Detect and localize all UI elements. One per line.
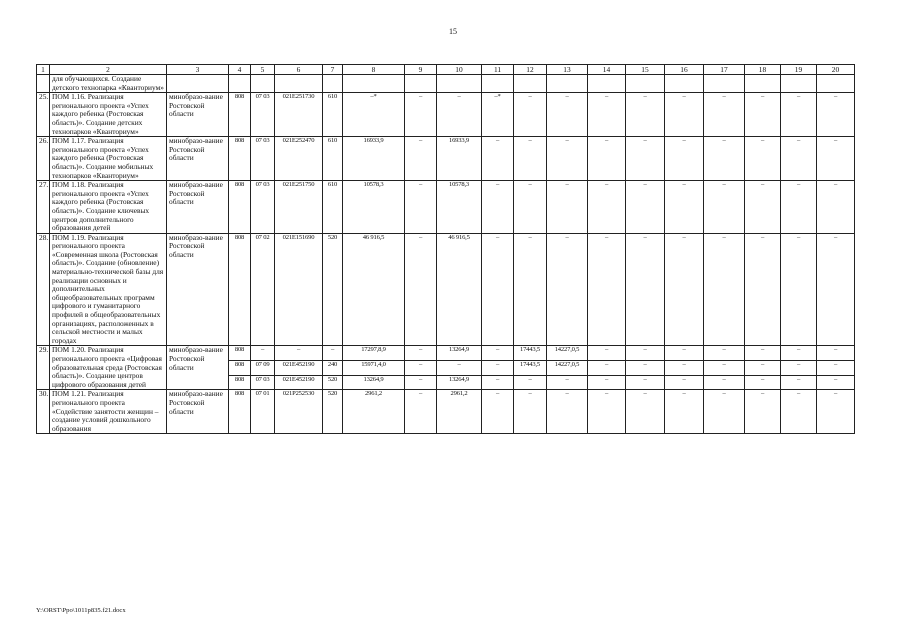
value-cell: – (704, 390, 745, 434)
measure-name-cell: ПОМ 1.18. Реализация регионального проекта «Успех каждого ребенка (Ростовская область)». Создание ключевых центров дополнительного образования детей (50, 181, 167, 234)
value-cell: – (704, 375, 745, 390)
value-cell: – (482, 346, 514, 361)
value-cell: 07 03 (251, 137, 275, 181)
executor-cell: минобразо-вание Ростовской области (167, 93, 229, 137)
value-cell: – (405, 233, 437, 346)
value-cell: 610 (323, 93, 343, 137)
value-cell: – (704, 93, 745, 137)
value-cell: 17443,5 (514, 361, 547, 376)
value-cell: – (588, 346, 626, 361)
value-cell: – (781, 375, 817, 390)
column-number: 12 (514, 65, 547, 75)
row-number-cell: 26. (37, 137, 50, 181)
value-cell: 808 (229, 361, 251, 376)
measure-name-cell: ПОМ 1.20. Реализация регионального проекта «Цифровая образовательная среда (Ростовская область)». Создание центров цифрового образования детей (50, 346, 167, 390)
value-cell: 13264,9 (437, 375, 482, 390)
column-number: 4 (229, 65, 251, 75)
value-cell: – (588, 93, 626, 137)
value-cell: – (547, 390, 588, 434)
value-cell (817, 75, 855, 93)
value-cell: 14227,0,5 (547, 361, 588, 376)
value-cell: 808 (229, 346, 251, 361)
value-cell: – (275, 346, 323, 361)
column-number: 6 (275, 65, 323, 75)
value-cell: – (405, 93, 437, 137)
value-cell: – (626, 375, 665, 390)
value-cell: – (665, 361, 704, 376)
value-cell: – (745, 375, 781, 390)
column-number: 7 (323, 65, 343, 75)
value-cell: 2961,2 (437, 390, 482, 434)
value-cell: – (405, 181, 437, 234)
value-cell (626, 75, 665, 93)
value-cell: 14227,0,5 (547, 346, 588, 361)
value-cell: – (781, 93, 817, 137)
value-cell: – (626, 137, 665, 181)
row-number-cell: 25. (37, 93, 50, 137)
value-cell: –* (343, 93, 405, 137)
value-cell: 46 916,5 (437, 233, 482, 346)
value-cell: – (588, 390, 626, 434)
value-cell (229, 75, 251, 93)
page-number: 15 (449, 27, 457, 36)
value-cell: – (405, 375, 437, 390)
value-cell: – (745, 390, 781, 434)
value-cell: – (781, 137, 817, 181)
value-cell: – (482, 361, 514, 376)
value-cell: – (665, 390, 704, 434)
value-cell: 46 916,5 (343, 233, 405, 346)
value-cell: – (817, 375, 855, 390)
row-number-cell: 29. (37, 346, 50, 390)
value-cell: – (817, 346, 855, 361)
value-cell: 07 03 (251, 375, 275, 390)
value-cell: – (704, 137, 745, 181)
value-cell: – (547, 93, 588, 137)
value-cell (514, 75, 547, 93)
value-cell: – (626, 346, 665, 361)
value-cell: 520 (323, 390, 343, 434)
table-row (37, 137, 855, 181)
value-cell: – (588, 137, 626, 181)
value-cell: 16933,9 (343, 137, 405, 181)
value-cell (251, 75, 275, 93)
value-cell (588, 75, 626, 93)
value-cell: – (482, 137, 514, 181)
value-cell: – (626, 93, 665, 137)
value-cell: 808 (229, 375, 251, 390)
value-cell: 021E251730 (275, 93, 323, 137)
value-cell: 07 01 (251, 390, 275, 434)
column-number: 16 (665, 65, 704, 75)
value-cell: – (781, 181, 817, 234)
value-cell: –* (482, 93, 514, 137)
column-number: 14 (588, 65, 626, 75)
executor-cell: минобразо-вание Ростовской области (167, 346, 229, 390)
value-cell: 610 (323, 137, 343, 181)
value-cell: – (514, 137, 547, 181)
row-number-cell: 28. (37, 233, 50, 346)
value-cell: 2961,2 (343, 390, 405, 434)
column-number: 20 (817, 65, 855, 75)
value-cell: – (514, 390, 547, 434)
value-cell: – (482, 375, 514, 390)
value-cell: 13264,9 (437, 346, 482, 361)
executor-cell: минобразо-вание Ростовской области (167, 233, 229, 346)
column-number: 13 (547, 65, 588, 75)
value-cell (781, 75, 817, 93)
column-number: 19 (781, 65, 817, 75)
value-cell: – (251, 346, 275, 361)
value-cell: – (405, 346, 437, 361)
measure-name-cell: ПОМ 1.16. Реализация регионального проекта «Успех каждого ребенка (Ростовская область)». Создание детских технопарков «Кванториум» (50, 93, 167, 137)
value-cell: – (781, 361, 817, 376)
value-cell (665, 75, 704, 93)
table-row (37, 233, 855, 346)
value-cell: – (745, 361, 781, 376)
value-cell: – (547, 233, 588, 346)
value-cell: – (437, 93, 482, 137)
value-cell: – (547, 375, 588, 390)
value-cell: – (626, 181, 665, 234)
value-cell: – (817, 137, 855, 181)
value-cell: – (665, 137, 704, 181)
value-cell: – (482, 181, 514, 234)
column-number: 11 (482, 65, 514, 75)
file-path-footer: Y:\ORST\Ppo\1011p835.f21.docx (36, 607, 126, 614)
value-cell: 808 (229, 233, 251, 346)
row-number-cell: 30. (37, 390, 50, 434)
value-cell: 808 (229, 181, 251, 234)
value-cell (704, 75, 745, 93)
value-cell: 610 (323, 181, 343, 234)
value-cell: – (405, 390, 437, 434)
value-cell: – (665, 181, 704, 234)
column-number: 10 (437, 65, 482, 75)
value-cell: – (781, 390, 817, 434)
value-cell: 07 02 (251, 233, 275, 346)
value-cell: – (704, 346, 745, 361)
value-cell: 021E452190 (275, 361, 323, 376)
table-row (37, 75, 855, 93)
column-number: 1 (37, 65, 50, 75)
value-cell: – (482, 233, 514, 346)
value-cell: – (514, 93, 547, 137)
value-cell: – (817, 93, 855, 137)
value-cell: – (745, 137, 781, 181)
value-cell: – (745, 181, 781, 234)
value-cell: – (405, 137, 437, 181)
measure-name-cell: для обучающихся. Создание детского технопарка «Кванториум» (50, 75, 167, 93)
budget-table (36, 64, 855, 434)
value-cell: 021P252530 (275, 390, 323, 434)
value-cell: 808 (229, 93, 251, 137)
value-cell: – (817, 181, 855, 234)
table-row (37, 93, 855, 137)
measure-name-cell: ПОМ 1.17. Реализация регионального проекта «Успех каждого ребенка (Ростовская область)». Создание мобильных технопарков «Кванториум» (50, 137, 167, 181)
column-number: 3 (167, 65, 229, 75)
executor-cell: минобразо-вание Ростовской области (167, 181, 229, 234)
column-number: 15 (626, 65, 665, 75)
value-cell: – (588, 181, 626, 234)
value-cell: – (704, 361, 745, 376)
value-cell: 021E251750 (275, 181, 323, 234)
value-cell (745, 75, 781, 93)
value-cell (437, 75, 482, 93)
value-cell: – (588, 233, 626, 346)
value-cell: – (588, 375, 626, 390)
value-cell: 15971,4,0 (343, 361, 405, 376)
measure-name-cell: ПОМ 1.21. Реализация регионального проекта «Содействие занятости женщин – создание условий дошкольного образования (50, 390, 167, 434)
value-cell: 16933,9 (437, 137, 482, 181)
value-cell: – (817, 233, 855, 346)
value-cell: 520 (323, 375, 343, 390)
value-cell: – (482, 390, 514, 434)
value-cell: – (514, 375, 547, 390)
value-cell: – (704, 233, 745, 346)
value-cell: 10578,3 (343, 181, 405, 234)
value-cell: – (514, 181, 547, 234)
executor-cell: минобразо-вание Ростовской области (167, 137, 229, 181)
value-cell: 07 09 (251, 361, 275, 376)
value-cell: – (665, 346, 704, 361)
value-cell (547, 75, 588, 93)
value-cell: – (817, 361, 855, 376)
column-number: 17 (704, 65, 745, 75)
column-number: 18 (745, 65, 781, 75)
value-cell (275, 75, 323, 93)
value-cell (323, 75, 343, 93)
value-cell: 520 (323, 233, 343, 346)
value-cell: 07 03 (251, 93, 275, 137)
value-cell: 17297,8,9 (343, 346, 405, 361)
value-cell: – (817, 390, 855, 434)
column-number: 9 (405, 65, 437, 75)
value-cell: – (665, 93, 704, 137)
value-cell: – (665, 375, 704, 390)
value-cell: 13264,9 (343, 375, 405, 390)
measure-name-cell: ПОМ 1.19. Реализация регионального проекта «Современная школа (Ростовская область)». Создание (обновление) материально-технической базы для реализации основных и дополнительных общеобразовательных программ цифрового и гуманитарного профилей в общеобразовательных организациях, расположенных в сельской местности и малых городах (50, 233, 167, 346)
value-cell: – (704, 181, 745, 234)
value-cell: – (626, 361, 665, 376)
column-number: 5 (251, 65, 275, 75)
row-number-cell: 27. (37, 181, 50, 234)
value-cell: 07 03 (251, 181, 275, 234)
value-cell: – (745, 93, 781, 137)
table-row (37, 181, 855, 234)
value-cell: – (547, 181, 588, 234)
value-cell: 10578,3 (437, 181, 482, 234)
value-cell: – (626, 390, 665, 434)
value-cell: – (323, 346, 343, 361)
value-cell: – (405, 361, 437, 376)
value-cell: – (781, 233, 817, 346)
value-cell: – (588, 361, 626, 376)
value-cell: 808 (229, 137, 251, 181)
value-cell: 808 (229, 390, 251, 434)
value-cell (343, 75, 405, 93)
value-cell: – (626, 233, 665, 346)
value-cell: 240 (323, 361, 343, 376)
value-cell: 021E252470 (275, 137, 323, 181)
column-number: 8 (343, 65, 405, 75)
value-cell: 17443,5 (514, 346, 547, 361)
column-number-header-row (37, 65, 855, 75)
value-cell: – (547, 137, 588, 181)
value-cell: – (514, 233, 547, 346)
executor-cell: минобразо-вание Ростовской области (167, 390, 229, 434)
column-number: 2 (50, 65, 167, 75)
value-cell (405, 75, 437, 93)
value-cell: 021E151690 (275, 233, 323, 346)
row-number-cell (37, 75, 50, 93)
table-row (37, 346, 855, 361)
value-cell: – (437, 361, 482, 376)
value-cell (482, 75, 514, 93)
executor-cell (167, 75, 229, 93)
table-row (37, 390, 855, 434)
value-cell: – (745, 233, 781, 346)
value-cell: – (665, 233, 704, 346)
value-cell: – (781, 346, 817, 361)
value-cell: 021E452190 (275, 375, 323, 390)
value-cell: – (745, 346, 781, 361)
